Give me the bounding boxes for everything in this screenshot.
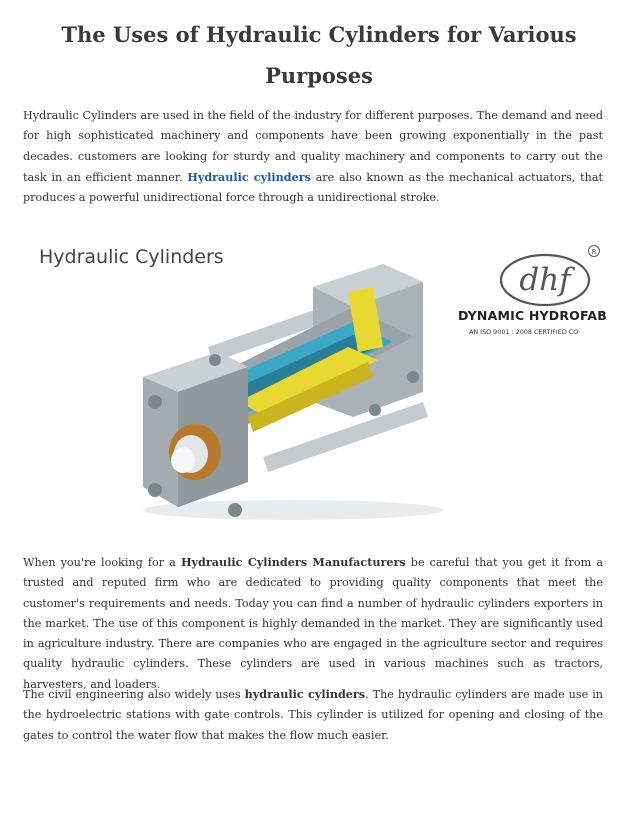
hydraulic-cylinders-link[interactable]: Hydraulic cylinders — [187, 169, 311, 184]
civil-text-start: The civil engineering also widely uses — [23, 688, 245, 701]
hydraulic-cylinder-illustration — [123, 252, 483, 532]
certification-text: AN ISO 9001 : 2008 CERTIFIED CO — [469, 328, 579, 336]
registered-mark: R — [591, 248, 597, 256]
figure-heading: Hydraulic Cylinders — [39, 246, 224, 268]
company-name: DYNAMIC HYDROFAB — [458, 308, 607, 323]
civil-engineering-paragraph — [23, 684, 603, 746]
page-title: The Uses of Hydraulic Cylinders for Various Purposes — [61, 22, 577, 88]
manufacturers-text-start: When you're looking for a — [23, 556, 181, 569]
intro-text-end: are also known as the mechanical actuators, that produces a powerful unidirectional force through a unidirectional stroke. — [23, 170, 603, 205]
civil-text-end: . The hydraulic cylinders are made use in the hydroelectric stations with gate controls. This cylinder is utilized for opening and closing of the gates to control the water flow that makes the flow much easier. — [23, 688, 603, 742]
hydraulic-cylinder-figure — [23, 232, 615, 532]
intro-text-start: Hydraulic Cylinders are used in the field of the industry for different purposes. The demand and need for high sophisticated machinery and components have been growing exponentially in the past decades. customers are looking for sturdy and quality machinery and components to carry out the task in an efficient manner. — [23, 109, 603, 184]
logo-text: dhf — [519, 262, 571, 298]
manufacturers-paragraph — [23, 552, 603, 695]
civil-keyword: hydraulic cylinders — [244, 687, 366, 701]
manufacturers-text-end: be careful that you get it from a trusted and reputed firm who are dedicated to providing quality components that meet the customer's requirements and needs. Today you can find a number of hydraulic cylinders exporters in the market. The use of this component is highly demanded in the market. They are significantly used in agriculture industry. There are companies who are engaged in the agriculture sector and requires quality hydraulic cylinders. These cylinders are used in various machines such as tractors, harvesters, and loaders. — [23, 556, 603, 691]
dhf-logo — [497, 244, 601, 308]
intro-paragraph — [23, 106, 603, 208]
manufacturers-keyword: Hydraulic Cylinders Manufacturers — [180, 555, 406, 569]
